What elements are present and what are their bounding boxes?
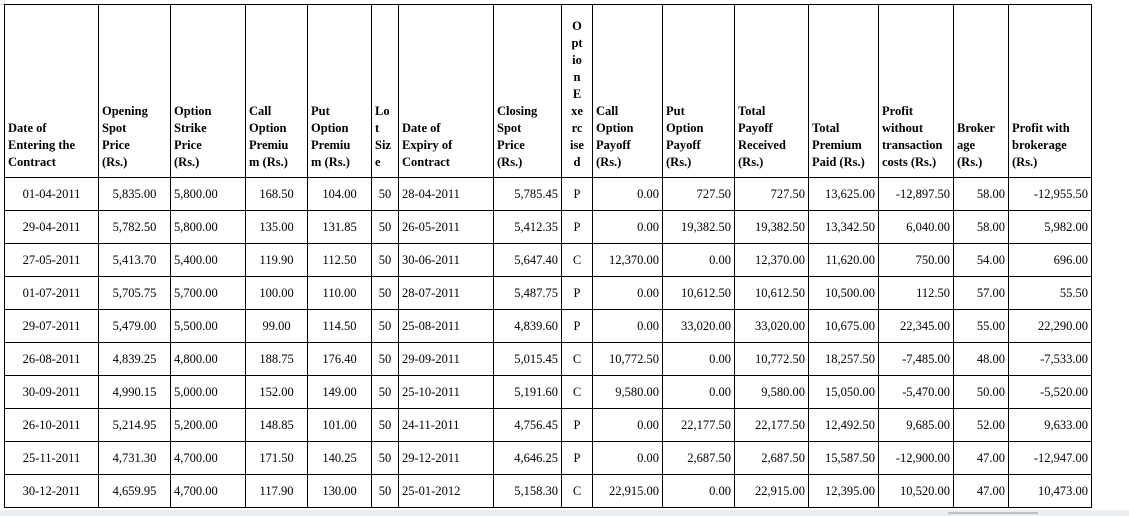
table-cell-lot-size[interactable]: 50: [372, 310, 399, 343]
table-cell-option-strike[interactable]: 5,800.00: [171, 211, 246, 244]
column-header-lot-size[interactable]: [372, 5, 399, 178]
table-cell-date-entering[interactable]: 01-04-2011: [5, 178, 99, 211]
table-cell-call-premium[interactable]: 148.85: [246, 409, 308, 442]
table-cell-total-premium[interactable]: 15,050.00: [809, 376, 879, 409]
column-header-text: Payoff: [738, 121, 773, 135]
column-header-text: Entering the: [8, 138, 76, 152]
table-cell-put-payoff[interactable]: 0.00: [663, 244, 735, 277]
table-row: [5, 178, 1092, 211]
column-header-put-premium[interactable]: [308, 5, 372, 178]
table-cell-put-premium[interactable]: 112.50: [308, 244, 372, 277]
table-cell-lot-size[interactable]: 50: [372, 442, 399, 475]
table-cell-option-strike[interactable]: 4,700.00: [171, 442, 246, 475]
table-cell-date-entering[interactable]: 30-09-2011: [5, 376, 99, 409]
table-cell-option-exercised[interactable]: P: [562, 277, 593, 310]
column-header-text: brokerage: [1012, 138, 1067, 152]
table-cell-date-entering[interactable]: 29-07-2011: [5, 310, 99, 343]
table-cell-date-entering[interactable]: 01-07-2011: [5, 277, 99, 310]
column-header-text: Price: [102, 138, 130, 152]
column-header-text: O: [572, 19, 582, 33]
table-cell-total-payoff[interactable]: 727.50: [735, 178, 809, 211]
table-cell-opening-spot[interactable]: 5,835.00: [99, 178, 171, 211]
table-cell-brokerage[interactable]: 47.00: [954, 475, 1009, 508]
table-cell-brokerage[interactable]: 47.00: [954, 442, 1009, 475]
table-cell-profit-with[interactable]: -7,533.00: [1009, 343, 1092, 376]
table-cell-option-strike[interactable]: 5,500.00: [171, 310, 246, 343]
column-header-text: Put: [311, 104, 330, 118]
table-cell-put-payoff[interactable]: 0.00: [663, 475, 735, 508]
table-cell-date-entering[interactable]: 25-11-2011: [5, 442, 99, 475]
options-trades-table: [4, 4, 1092, 508]
table-cell-option-strike[interactable]: 5,000.00: [171, 376, 246, 409]
table-cell-profit-with[interactable]: 696.00: [1009, 244, 1092, 277]
table-cell-total-premium[interactable]: 18,257.50: [809, 343, 879, 376]
table-cell-option-exercised[interactable]: P: [562, 442, 593, 475]
table-cell-closing-spot[interactable]: 5,412.35: [494, 211, 562, 244]
column-header-text: m (Rs.): [249, 155, 288, 169]
table-cell-lot-size[interactable]: 50: [372, 409, 399, 442]
table-cell-call-payoff[interactable]: 0.00: [593, 310, 663, 343]
table-cell-date-expiry[interactable]: 26-05-2011: [399, 211, 494, 244]
column-header-text: Premium: [812, 138, 862, 152]
table-cell-opening-spot[interactable]: 5,705.75: [99, 277, 171, 310]
table-cell-option-strike[interactable]: 5,700.00: [171, 277, 246, 310]
column-header-total-payoff[interactable]: [735, 5, 809, 178]
table-cell-profit-without[interactable]: 22,345.00: [879, 310, 954, 343]
column-header-text: E: [572, 87, 582, 101]
column-header-text: Option: [311, 121, 349, 135]
table-cell-total-premium[interactable]: 11,620.00: [809, 244, 879, 277]
column-header-text: Payoff: [596, 138, 631, 152]
table-cell-put-payoff[interactable]: 22,177.50: [663, 409, 735, 442]
column-header-text: Call: [249, 104, 272, 118]
table-cell-date-expiry[interactable]: 29-12-2011: [399, 442, 494, 475]
table-row: [5, 310, 1092, 343]
column-header-text: e: [375, 155, 381, 169]
column-header-profit-with[interactable]: [1009, 5, 1092, 178]
table-cell-total-premium[interactable]: 10,675.00: [809, 310, 879, 343]
table-cell-call-premium[interactable]: 152.00: [246, 376, 308, 409]
table-cell-profit-without[interactable]: 750.00: [879, 244, 954, 277]
table-cell-total-premium[interactable]: 13,342.50: [809, 211, 879, 244]
table-cell-profit-with[interactable]: 10,473.00: [1009, 475, 1092, 508]
column-header-date-expiry[interactable]: [399, 5, 494, 178]
table-cell-total-premium[interactable]: 12,395.00: [809, 475, 879, 508]
column-header-text: io: [572, 53, 582, 67]
table-row: [5, 475, 1092, 508]
table-cell-date-entering[interactable]: 26-10-2011: [5, 409, 99, 442]
table-cell-profit-with[interactable]: -5,520.00: [1009, 376, 1092, 409]
table-cell-total-payoff[interactable]: 12,370.00: [735, 244, 809, 277]
table-cell-call-payoff[interactable]: 12,370.00: [593, 244, 663, 277]
table-cell-lot-size[interactable]: 50: [372, 475, 399, 508]
column-header-text: Put: [666, 104, 685, 118]
table-cell-opening-spot[interactable]: 4,839.25: [99, 343, 171, 376]
column-header-text: transaction: [882, 138, 943, 152]
table-cell-closing-spot[interactable]: 5,487.75: [494, 277, 562, 310]
column-header-text: (Rs.): [497, 155, 523, 169]
table-cell-total-premium[interactable]: 10,500.00: [809, 277, 879, 310]
column-header-text: age: [957, 138, 976, 152]
column-header-brokerage[interactable]: [954, 5, 1009, 178]
column-header-text: Profit with: [1012, 121, 1070, 135]
column-header-text: Date of: [8, 121, 47, 135]
table-cell-profit-without[interactable]: 10,520.00: [879, 475, 954, 508]
column-header-text: without: [882, 121, 923, 135]
table-cell-lot-size[interactable]: 50: [372, 343, 399, 376]
spreadsheet-view: [4, 4, 1092, 508]
table-row: [5, 442, 1092, 475]
table-cell-opening-spot[interactable]: 5,214.95: [99, 409, 171, 442]
table-row: [5, 376, 1092, 409]
table-cell-lot-size[interactable]: 50: [372, 244, 399, 277]
table-cell-date-expiry[interactable]: 28-04-2011: [399, 178, 494, 211]
column-header-text: ise: [570, 138, 584, 152]
column-header-date-entering[interactable]: [5, 5, 99, 178]
table-cell-call-payoff[interactable]: 22,915.00: [593, 475, 663, 508]
table-cell-brokerage[interactable]: 52.00: [954, 409, 1009, 442]
column-header-text: Total: [812, 121, 840, 135]
column-header-text: Spot: [497, 121, 522, 135]
table-cell-call-payoff[interactable]: 10,772.50: [593, 343, 663, 376]
table-cell-total-payoff[interactable]: 10,772.50: [735, 343, 809, 376]
table-cell-total-premium[interactable]: 12,492.50: [809, 409, 879, 442]
table-cell-opening-spot[interactable]: 5,413.70: [99, 244, 171, 277]
table-cell-option-exercised[interactable]: C: [562, 343, 593, 376]
table-cell-put-premium[interactable]: 130.00: [308, 475, 372, 508]
column-header-text: Date of: [402, 121, 441, 135]
column-header-text: (Rs.): [957, 155, 983, 169]
table-cell-profit-with[interactable]: -12,947.00: [1009, 442, 1092, 475]
table-cell-profit-with[interactable]: 5,982.00: [1009, 211, 1092, 244]
table-cell-put-premium[interactable]: 101.00: [308, 409, 372, 442]
table-cell-call-payoff[interactable]: 0.00: [593, 442, 663, 475]
table-cell-total-payoff[interactable]: 22,177.50: [735, 409, 809, 442]
column-header-put-payoff[interactable]: [663, 5, 735, 178]
table-cell-put-premium[interactable]: 131.85: [308, 211, 372, 244]
column-header-text: Closing: [497, 104, 538, 118]
table-cell-total-premium[interactable]: 13,625.00: [809, 178, 879, 211]
table-cell-profit-without[interactable]: 9,685.00: [879, 409, 954, 442]
table-cell-option-exercised[interactable]: P: [562, 178, 593, 211]
column-header-text: (Rs.): [1012, 155, 1038, 169]
table-cell-profit-with[interactable]: 55.50: [1009, 277, 1092, 310]
table-cell-call-premium[interactable]: 168.50: [246, 178, 308, 211]
table-cell-call-payoff[interactable]: 0.00: [593, 178, 663, 211]
table-cell-lot-size[interactable]: 50: [372, 277, 399, 310]
table-cell-put-payoff[interactable]: 0.00: [663, 376, 735, 409]
table-cell-option-exercised[interactable]: C: [562, 244, 593, 277]
table-cell-profit-without[interactable]: -5,470.00: [879, 376, 954, 409]
column-header-profit-without[interactable]: [879, 5, 954, 178]
column-header-text: Received: [738, 138, 786, 152]
table-row: [5, 244, 1092, 277]
column-header-text: Strike: [174, 121, 207, 135]
table-cell-call-payoff[interactable]: 9,580.00: [593, 376, 663, 409]
table-cell-date-entering[interactable]: 30-12-2011: [5, 475, 99, 508]
column-header-text: rc: [571, 121, 583, 135]
table-cell-profit-with[interactable]: 22,290.00: [1009, 310, 1092, 343]
table-cell-closing-spot[interactable]: 5,785.45: [494, 178, 562, 211]
column-header-text: Option: [174, 104, 212, 118]
table-cell-option-strike[interactable]: 5,200.00: [171, 409, 246, 442]
table-cell-put-payoff[interactable]: 33,020.00: [663, 310, 735, 343]
table-cell-brokerage[interactable]: 58.00: [954, 178, 1009, 211]
table-cell-brokerage[interactable]: 55.00: [954, 310, 1009, 343]
table-cell-brokerage[interactable]: 58.00: [954, 211, 1009, 244]
table-cell-option-exercised[interactable]: C: [562, 475, 593, 508]
table-cell-closing-spot[interactable]: 4,839.60: [494, 310, 562, 343]
table-cell-option-strike[interactable]: 4,700.00: [171, 475, 246, 508]
column-header-text: Option: [666, 121, 704, 135]
column-header-text: costs (Rs.): [882, 155, 937, 169]
table-cell-date-expiry[interactable]: 29-09-2011: [399, 343, 494, 376]
column-header-total-premium[interactable]: [809, 5, 879, 178]
table-cell-opening-spot[interactable]: 4,990.15: [99, 376, 171, 409]
table-cell-opening-spot[interactable]: 4,659.95: [99, 475, 171, 508]
table-cell-date-expiry[interactable]: 25-10-2011: [399, 376, 494, 409]
table-row: [5, 277, 1092, 310]
table-cell-date-expiry[interactable]: 30-06-2011: [399, 244, 494, 277]
table-cell-option-exercised[interactable]: P: [562, 211, 593, 244]
table-cell-total-payoff[interactable]: 9,580.00: [735, 376, 809, 409]
table-cell-put-payoff[interactable]: 10,612.50: [663, 277, 735, 310]
column-header-opening-spot[interactable]: [99, 5, 171, 178]
table-cell-total-premium[interactable]: 15,587.50: [809, 442, 879, 475]
column-header-text: Price: [174, 138, 202, 152]
column-header-text: Premiu: [249, 138, 289, 152]
column-header-text: (Rs.): [596, 155, 622, 169]
table-cell-opening-spot[interactable]: 5,479.00: [99, 310, 171, 343]
table-cell-put-premium[interactable]: 149.00: [308, 376, 372, 409]
table-cell-closing-spot[interactable]: 5,647.40: [494, 244, 562, 277]
table-cell-date-entering[interactable]: 26-08-2011: [5, 343, 99, 376]
column-header-text: Option: [596, 121, 634, 135]
column-header-text: n: [573, 70, 581, 84]
table-cell-total-payoff[interactable]: 10,612.50: [735, 277, 809, 310]
table-cell-date-entering[interactable]: 27-05-2011: [5, 244, 99, 277]
column-header-text: Opening: [102, 104, 148, 118]
column-header-text: d: [573, 155, 581, 169]
table-cell-option-exercised[interactable]: C: [562, 376, 593, 409]
table-row: [5, 409, 1092, 442]
table-cell-call-premium[interactable]: 119.90: [246, 244, 308, 277]
column-header-text: Broker: [957, 121, 995, 135]
column-header-text: Siz: [375, 138, 391, 152]
table-cell-closing-spot[interactable]: 5,015.45: [494, 343, 562, 376]
table-cell-call-premium[interactable]: 171.50: [246, 442, 308, 475]
table-cell-brokerage[interactable]: 57.00: [954, 277, 1009, 310]
table-cell-lot-size[interactable]: 50: [372, 211, 399, 244]
table-cell-date-expiry[interactable]: 24-11-2011: [399, 409, 494, 442]
table-cell-total-payoff[interactable]: 22,915.00: [735, 475, 809, 508]
table-cell-put-premium[interactable]: 114.50: [308, 310, 372, 343]
column-header-text: Premiu: [311, 138, 351, 152]
table-cell-profit-without[interactable]: -12,900.00: [879, 442, 954, 475]
table-cell-opening-spot[interactable]: 4,731.30: [99, 442, 171, 475]
table-cell-total-payoff[interactable]: 2,687.50: [735, 442, 809, 475]
table-cell-profit-without[interactable]: -12,897.50: [879, 178, 954, 211]
table-cell-option-strike[interactable]: 4,800.00: [171, 343, 246, 376]
column-header-text: Profit: [882, 104, 914, 118]
table-cell-put-premium[interactable]: 176.40: [308, 343, 372, 376]
column-header-call-premium[interactable]: [246, 5, 308, 178]
table-cell-closing-spot[interactable]: 5,158.30: [494, 475, 562, 508]
column-header-text: pt: [571, 36, 583, 50]
table-row: [5, 343, 1092, 376]
column-header-text: Contract: [8, 155, 56, 169]
table-body: [5, 178, 1092, 508]
column-header-text: (Rs.): [738, 155, 764, 169]
table-cell-put-payoff[interactable]: 2,687.50: [663, 442, 735, 475]
scrollbar-thumb[interactable]: [948, 512, 1038, 514]
column-header-option-exercised[interactable]: [562, 5, 593, 178]
column-header-text: Lo: [375, 104, 390, 118]
table-cell-call-premium[interactable]: 135.00: [246, 211, 308, 244]
table-cell-option-exercised[interactable]: P: [562, 409, 593, 442]
column-header-text: Option: [249, 121, 287, 135]
table-cell-brokerage[interactable]: 50.00: [954, 376, 1009, 409]
table-cell-profit-with[interactable]: -12,955.50: [1009, 178, 1092, 211]
table-cell-brokerage[interactable]: 54.00: [954, 244, 1009, 277]
table-header-row: [5, 5, 1092, 178]
table-cell-put-premium[interactable]: 140.25: [308, 442, 372, 475]
table-cell-call-premium[interactable]: 99.00: [246, 310, 308, 343]
table-cell-closing-spot[interactable]: 5,191.60: [494, 376, 562, 409]
table-cell-date-expiry[interactable]: 28-07-2011: [399, 277, 494, 310]
horizontal-scrollbar[interactable]: [0, 510, 1129, 516]
table-cell-total-payoff[interactable]: 19,382.50: [735, 211, 809, 244]
table-cell-put-payoff[interactable]: 0.00: [663, 343, 735, 376]
column-header-text: Price: [497, 138, 525, 152]
table-cell-call-premium[interactable]: 117.90: [246, 475, 308, 508]
column-header-text: Expiry of: [402, 138, 453, 152]
table-cell-call-payoff[interactable]: 0.00: [593, 277, 663, 310]
table-row: [5, 211, 1092, 244]
table-cell-closing-spot[interactable]: 4,756.45: [494, 409, 562, 442]
table-cell-date-expiry[interactable]: 25-01-2012: [399, 475, 494, 508]
column-header-text: (Rs.): [102, 155, 128, 169]
column-header-text: m (Rs.): [311, 155, 350, 169]
table-cell-option-exercised[interactable]: P: [562, 310, 593, 343]
column-header-text: Spot: [102, 121, 127, 135]
table-cell-put-premium[interactable]: 104.00: [308, 178, 372, 211]
table-cell-option-strike[interactable]: 5,800.00: [171, 178, 246, 211]
column-header-text: Total: [738, 104, 766, 118]
table-cell-profit-without[interactable]: 112.50: [879, 277, 954, 310]
table-cell-opening-spot[interactable]: 5,782.50: [99, 211, 171, 244]
table-cell-put-payoff[interactable]: 19,382.50: [663, 211, 735, 244]
table-cell-closing-spot[interactable]: 4,646.25: [494, 442, 562, 475]
column-header-text: (Rs.): [174, 155, 200, 169]
table-cell-call-premium[interactable]: 188.75: [246, 343, 308, 376]
table-cell-call-payoff[interactable]: 0.00: [593, 211, 663, 244]
table-cell-profit-without[interactable]: -7,485.00: [879, 343, 954, 376]
table-cell-profit-without[interactable]: 6,040.00: [879, 211, 954, 244]
table-cell-profit-with[interactable]: 9,633.00: [1009, 409, 1092, 442]
column-header-text: xe: [571, 104, 583, 118]
table-cell-brokerage[interactable]: 48.00: [954, 343, 1009, 376]
table-cell-lot-size[interactable]: 50: [372, 376, 399, 409]
column-header-call-payoff[interactable]: [593, 5, 663, 178]
table-cell-call-payoff[interactable]: 0.00: [593, 409, 663, 442]
column-header-text: (Rs.): [666, 155, 692, 169]
column-header-text: Call: [596, 104, 619, 118]
column-header-closing-spot[interactable]: [494, 5, 562, 178]
table-cell-call-premium[interactable]: 100.00: [246, 277, 308, 310]
column-header-text: t: [375, 121, 380, 135]
table-cell-lot-size[interactable]: 50: [372, 178, 399, 211]
table-cell-date-expiry[interactable]: 25-08-2011: [399, 310, 494, 343]
column-header-option-strike[interactable]: [171, 5, 246, 178]
table-cell-date-entering[interactable]: 29-04-2011: [5, 211, 99, 244]
table-cell-put-premium[interactable]: 110.00: [308, 277, 372, 310]
column-header-text: Payoff: [666, 138, 701, 152]
column-header-text: Contract: [402, 155, 450, 169]
table-cell-total-payoff[interactable]: 33,020.00: [735, 310, 809, 343]
table-cell-option-strike[interactable]: 5,400.00: [171, 244, 246, 277]
table-cell-put-payoff[interactable]: 727.50: [663, 178, 735, 211]
column-header-text: Paid (Rs.): [812, 155, 865, 169]
